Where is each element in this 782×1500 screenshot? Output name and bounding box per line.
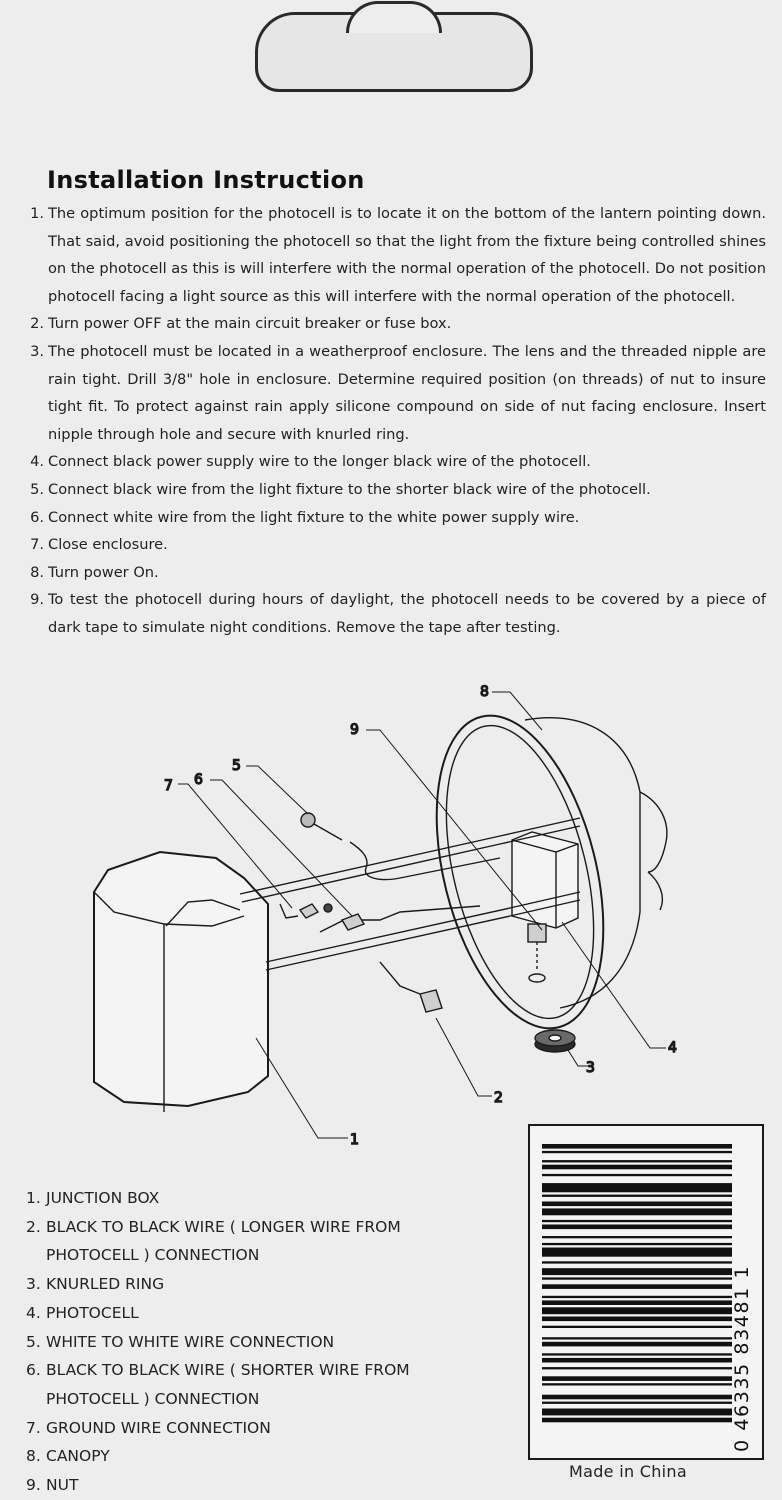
legend-text: GROUND WIRE CONNECTION	[46, 1418, 271, 1437]
step-number: 3.	[30, 342, 44, 360]
legend-item	[26, 1184, 446, 1213]
legend-text: PHOTOCELL	[46, 1303, 139, 1322]
step-item	[18, 504, 766, 532]
legend-number: 7.	[26, 1418, 41, 1437]
barcode-bar	[542, 1342, 732, 1347]
barcode-bar	[542, 1353, 732, 1355]
barcode-number: 0 46335 83481 1	[731, 1264, 753, 1452]
barcode-bar	[542, 1418, 732, 1423]
wire-connectors	[300, 813, 442, 1012]
callout-label-9: 9	[350, 722, 359, 738]
legend-item	[26, 1213, 446, 1270]
barcode-bar	[542, 1358, 732, 1363]
barcode-bar	[542, 1296, 732, 1298]
barcode-bar	[542, 1395, 732, 1400]
step-text: Turn power OFF at the main circuit breaker or fuse box.	[48, 315, 452, 333]
legend-number: 1.	[26, 1189, 41, 1207]
step-item	[18, 448, 766, 476]
barcode-bar	[542, 1144, 732, 1149]
step-number: 7.	[30, 536, 44, 554]
made-in-label: Made in China	[569, 1462, 687, 1481]
legend-text: CANOPY	[46, 1447, 110, 1466]
step-text: Turn power On.	[48, 563, 159, 581]
legend-text: JUNCTION BOX	[46, 1189, 160, 1207]
step-number: 4.	[30, 453, 44, 471]
step-item	[18, 586, 766, 641]
legend-item	[26, 1471, 446, 1500]
knurled-ring-illustration	[535, 1030, 575, 1052]
step-item	[18, 200, 766, 310]
step-text: Close enclosure.	[48, 536, 168, 554]
barcode-bar	[542, 1261, 732, 1263]
barcode-bar	[542, 1277, 732, 1279]
legend-number: 9.	[26, 1476, 41, 1495]
step-text: Connect black wire from the light fixture to the shorter black wire of the photocell.	[48, 480, 651, 498]
barcode	[528, 1124, 764, 1460]
barcode-bar	[542, 1174, 732, 1176]
barcode-bar	[542, 1160, 732, 1162]
barcode-bar	[542, 1409, 732, 1416]
step-text: The photocell must be located in a weatherproof enclosure. The lens and the threaded nipple are rain tight. Drill 3/8" hole in enclosure. Determine required position (on threads) of nut to insure tight fit. To protect against rain apply silicone compound on side of nut facing enclosure. Insert nipple through hole and secure with knurled ring.	[48, 342, 766, 443]
legend-number: 6.	[26, 1361, 41, 1380]
barcode-bar	[542, 1202, 732, 1207]
barcode-bar	[542, 1243, 732, 1245]
barcode-bar	[542, 1248, 732, 1257]
page-title: Installation Instruction	[47, 166, 365, 194]
barcode-bars	[530, 1126, 762, 1458]
barcode-bar	[542, 1307, 732, 1314]
junction-box-illustration	[94, 852, 268, 1112]
legend-text: BLACK TO BLACK WIRE ( LONGER WIRE FROM PHOTOCELL ) CONNECTION	[46, 1217, 401, 1265]
barcode-bar	[542, 1326, 732, 1328]
barcode-bar	[542, 1376, 732, 1381]
barcode-bar	[542, 1236, 732, 1238]
hang-hole	[255, 12, 533, 92]
step-number: 2.	[30, 315, 44, 333]
barcode-bar	[542, 1165, 732, 1170]
step-text: Connect white wire from the light fixture to the white power supply wire.	[48, 508, 580, 526]
barcode-bar	[542, 1225, 732, 1230]
step-number: 5.	[30, 480, 44, 498]
barcode-bar	[542, 1317, 732, 1322]
barcode-bar	[542, 1402, 732, 1404]
barcode-bar	[542, 1151, 732, 1153]
legend-number: 5.	[26, 1332, 41, 1351]
legend-item	[26, 1442, 446, 1471]
callout-label-4: 4	[668, 1040, 677, 1056]
barcode-bar	[542, 1300, 732, 1305]
step-item	[18, 310, 766, 338]
barcode-bar	[542, 1183, 732, 1192]
barcode-bar	[542, 1208, 732, 1215]
legend-item	[26, 1414, 446, 1443]
barcode-bar	[542, 1195, 732, 1197]
callout-label-5: 5	[232, 758, 241, 774]
step-text: To test the photocell during hours of daylight, the photocell needs to be covered by a piece of dark tape to simulate night conditions. Remove the tape after testing.	[48, 591, 766, 636]
step-number: 9.	[30, 591, 44, 609]
barcode-bar	[542, 1220, 732, 1222]
step-item	[18, 338, 766, 448]
barcode-bar	[542, 1383, 732, 1385]
callout-label-3: 3	[586, 1060, 595, 1076]
legend-text: BLACK TO BLACK WIRE ( SHORTER WIRE FROM PHOTOCELL ) CONNECTION	[46, 1361, 410, 1408]
step-item	[18, 531, 766, 559]
callout-label-8: 8	[480, 684, 489, 700]
callout-label-7: 7	[164, 778, 173, 794]
legend-number: 4.	[26, 1303, 41, 1322]
step-item	[18, 559, 766, 587]
barcode-bar	[542, 1268, 732, 1275]
callout-label-1: 1	[350, 1132, 359, 1148]
legend-item	[26, 1356, 446, 1413]
barcode-bar	[542, 1337, 732, 1339]
photocell-illustration	[512, 832, 578, 982]
step-number: 6.	[30, 508, 44, 526]
step-text: Connect black power supply wire to the longer black wire of the photocell.	[48, 453, 591, 471]
legend-item	[26, 1270, 446, 1299]
legend-text: KNURLED RING	[46, 1275, 165, 1294]
legend-item	[26, 1328, 446, 1357]
legend-number: 2.	[26, 1217, 41, 1236]
step-number: 1.	[30, 205, 44, 222]
barcode-bar	[542, 1367, 732, 1369]
legend-number: 3.	[26, 1275, 41, 1294]
legend-number: 8.	[26, 1447, 41, 1466]
instruction-steps	[18, 200, 766, 642]
parts-legend	[26, 1184, 446, 1500]
barcode-bar	[542, 1284, 732, 1289]
step-number: 8.	[30, 563, 44, 581]
step-item	[18, 476, 766, 504]
callout-label-6: 6	[194, 772, 203, 788]
legend-item	[26, 1299, 446, 1328]
step-text: The optimum position for the photocell is to locate it on the bottom of the lantern pointing down. That said, avoid positioning the photocell so that the light from the fixture being controlled shines on the photocell as this is will interfere with the normal operation of the photocell. Do not position photocell facing a light source as this will interfere with the normal operation of the photocell.	[48, 205, 766, 305]
legend-text: WHITE TO WHITE WIRE CONNECTION	[46, 1332, 335, 1351]
wiring-diagram	[80, 672, 720, 1152]
callout-label-2: 2	[494, 1090, 503, 1106]
legend-text: NUT	[46, 1476, 79, 1495]
